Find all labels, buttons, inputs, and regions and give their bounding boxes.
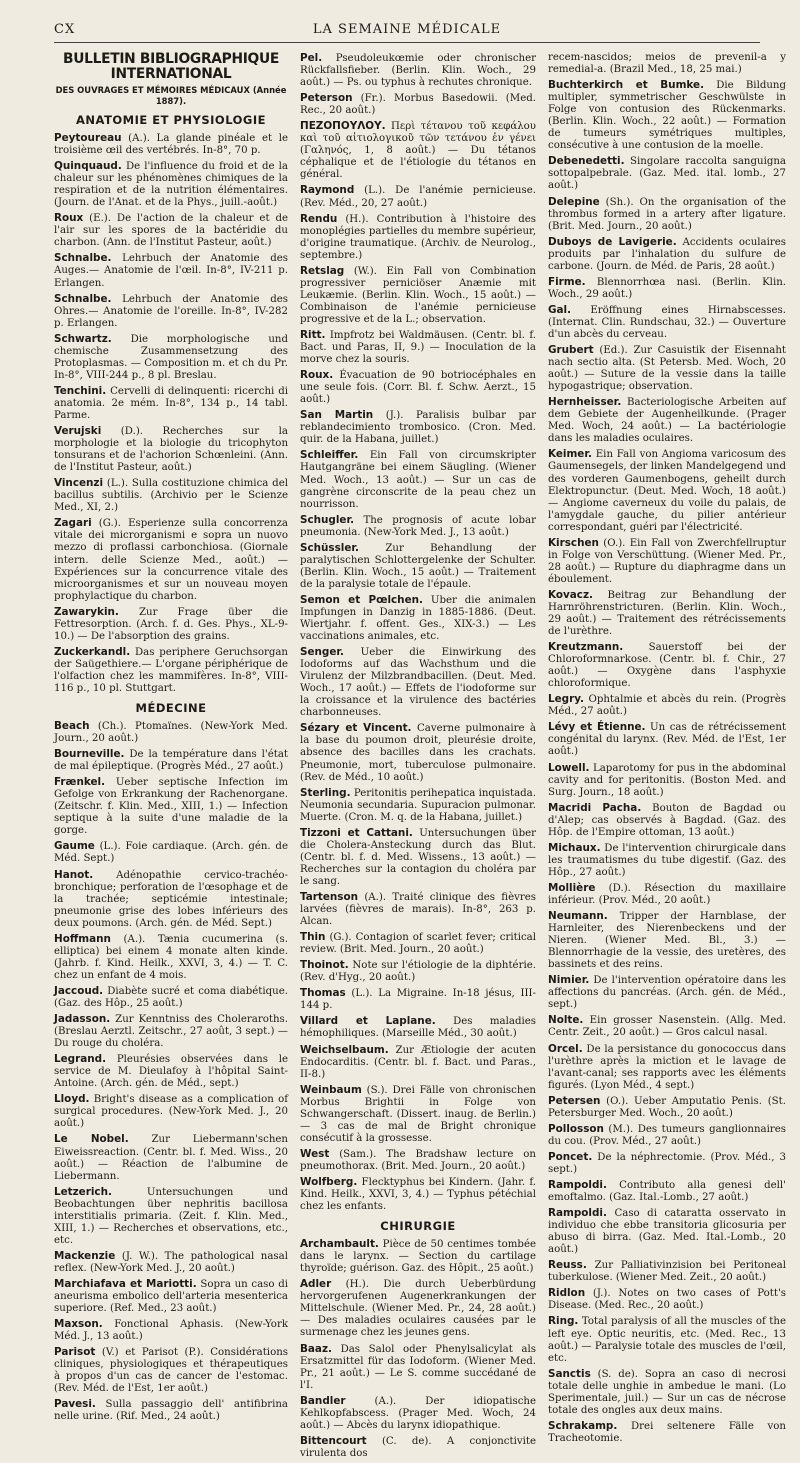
entry-author: Tartenson xyxy=(300,891,359,903)
entry-text: (G.). Contagion of scarlet fever; critical review. (Brit. Med. Journ., 20 août.) xyxy=(300,932,536,956)
entry-text: Total paralysis of all the muscles of the left eye. Optic neuritis, etc. (Med. Rec., 13 août.) — Paralysie totale des muscles de l'œil, etc. xyxy=(548,1316,786,1364)
bibliography-entry xyxy=(548,1259,786,1284)
entry-author: Lloyd. xyxy=(54,1093,90,1106)
page-number: CX xyxy=(54,22,76,37)
entry-author: Legry. xyxy=(548,693,584,706)
entry-author: Schwartz. xyxy=(54,332,112,345)
entry-text: (L.). La Migraine. In-18 jésus, III-144 p. xyxy=(300,988,536,1012)
bibliography-entry xyxy=(300,1084,536,1145)
entry-text: (S. de). Sopra an caso di necrosi totale delle unghie in ambedue le mani. (Lo Sperimentale, juil.) — Sur un cas de nécrose totale des ongles aux deux mains. xyxy=(548,1368,786,1416)
entry-text: Fonctional Aphasis. (New-York Méd. J., 13 août.) xyxy=(54,1319,288,1343)
section-heading-chirurgie: CHIRURGIE xyxy=(380,1219,456,1234)
bibliography-entry xyxy=(548,589,786,638)
bibliography-entry xyxy=(548,1151,786,1176)
entry-text: (H.). Contribution à l'histoire des monoplégies partielles du membre supérieur, d'origine traumatique. (Archiv. de Neurolog., septembre.) xyxy=(300,213,536,261)
entry-text: Ein grosser Nasenstein. (Allg. Med. Centr. Zeit., 20 août.) — Gros calcul nasal. xyxy=(548,1015,786,1039)
entry-author: Pel. xyxy=(300,52,323,64)
bibliography-entry xyxy=(548,344,786,393)
bibliography-entry xyxy=(300,369,536,406)
bibliography-entry xyxy=(54,840,288,865)
bibliography-entry xyxy=(548,1095,786,1120)
bibliography-entry xyxy=(54,1250,288,1275)
entry-author: Rampoldi. xyxy=(548,1178,607,1191)
entry-text: De l'influence du froid et de la chaleur sur les phénomènes chimiques de la respiration et de la nutrition élémentaires. (Journ. de l'Anat. et de la Phys., juill.-août.) xyxy=(54,161,288,209)
bibliography-entry xyxy=(300,1238,536,1275)
entry-text: Pleurésies observées dans le service de M. Dieulafoy à l'hôpital Saint-Antoine. (Arch. gén. de Méd., sept.) xyxy=(54,1054,288,1090)
bibliography-entry xyxy=(300,931,536,956)
entry-author: ΠΕΖΟΠΟΥΛΟΥ. xyxy=(300,120,386,133)
entry-author: Thomas xyxy=(300,987,346,1000)
entry-text: De la température dans l'état de mal épileptique. (Progrès Méd., 27 août.) xyxy=(54,749,288,773)
entry-text: Beitrag zur Behandlung der Harnröhrenstricturen. (Berlin. Klin. Woch., 29 août.) — Traitement des rétrécissements de l'urèthre. xyxy=(548,589,786,638)
entry-text: Περὶ τέτανου τοῦ κεφάλου καὶ τοῦ αἰτιολογικοῦ τῶν τετάνου ἐν γένει (Γαληνός, 1, 8 août.) — Du tétanos céphalique et de l'étiologie du tétanos en général. xyxy=(300,121,536,181)
entry-text: Évacuation de 90 botriocéphales en une seule fois. (Corr. Bl. f. Schw. Aerzt., 15 août.) xyxy=(300,370,536,406)
entry-author: Hoffmann xyxy=(54,932,111,945)
entry-author: Bittencourt xyxy=(300,1434,367,1447)
entry-text: Blennorrhœa nasi. (Berlin. Klin. Woch., 29 août.) xyxy=(548,276,787,300)
bibliography-entry xyxy=(548,1420,786,1445)
entry-author: Letzerich. xyxy=(54,1185,112,1198)
entry-author: Duboys de Lavigerie. xyxy=(548,235,677,248)
bibliography-entry xyxy=(54,1093,288,1130)
entry-author: Ritt. xyxy=(300,328,326,341)
bibliography-entry xyxy=(548,448,786,533)
bibliography-entry xyxy=(54,132,288,157)
entry-text: Die morphologische und chemische Zusammensetzung des Protoplasmas. — Composition m. et ch du Pr. In-8°, VIII-244 p., 8 pl. Breslau. xyxy=(54,333,288,381)
bibliography-entry xyxy=(300,329,536,366)
entry-author: Petersen xyxy=(548,1094,601,1107)
entry-author: Raymond xyxy=(300,184,355,197)
entry-author: Schüssler. xyxy=(300,541,360,554)
entry-author: Adler xyxy=(300,1278,332,1291)
entry-text: (G.). Esperienze sulla concorrenza vitale dei microrganismi e sopra un nuovo mezzo di proflassi carbonchiosa. (Giornale intern. delle Scienze Med., août.) — Expériences sur la concurrence vitale des microorganismes et sur un nouveau moyen prophylactique du charbon. xyxy=(54,518,288,602)
bibliography-entry xyxy=(300,1435,536,1460)
bibliography-entry xyxy=(54,477,288,514)
bibliography-entry xyxy=(54,606,288,643)
bibliography-entry xyxy=(548,641,786,690)
entry-text: (C. de). A conjonctivite virulenta dos xyxy=(300,1435,536,1459)
entry-text: De la persistance du gonococcus dans l'urèthre après la miction et le lavage de l'avant-canal; ses rapports avec les éléments figurés. (Lyon Méd., 4 sept.) xyxy=(548,1043,786,1091)
entry-text: Impfrotz bei Waldmäusen. (Centr. bl. f. Bact. und Paras, II, 9.) — Inoculation de la morve chez la souris. xyxy=(300,329,536,366)
bibliography-entry xyxy=(300,646,536,719)
entry-author: San Martin xyxy=(300,409,374,422)
entry-author: Weichselbaum. xyxy=(300,1043,389,1056)
entry-author: Archambault. xyxy=(300,1238,379,1251)
bibliography-entry xyxy=(54,1318,288,1343)
entry-author: Schleiffer. xyxy=(300,449,359,462)
bibliography-entry xyxy=(54,869,288,930)
entry-author: Keimer. xyxy=(548,448,592,461)
entry-list-medecine-col1 xyxy=(54,720,288,1423)
entry-author: Michaux. xyxy=(548,841,601,854)
entry-author: Maxson. xyxy=(54,1318,103,1331)
bibliography-entry xyxy=(54,1053,288,1090)
entry-author: Orcel. xyxy=(548,1042,583,1055)
bibliography-entry xyxy=(300,52,536,89)
bibliography-entry xyxy=(300,409,536,446)
entry-author: Thoinot. xyxy=(300,959,349,972)
entry-text: (Sh.). On the organisation of the thrombus formed in a artery after ligature. (Brit. Med. Journ., 20 août.) xyxy=(548,196,786,232)
entry-author: Schnalbe. xyxy=(54,252,112,265)
entry-author: Sterling. xyxy=(300,786,351,799)
entry-author: Jadasson. xyxy=(54,1013,111,1026)
entry-author: Roux xyxy=(54,212,84,225)
bibliography-entry xyxy=(300,1148,536,1173)
entry-author: Hernheisser. xyxy=(548,396,622,409)
entry-text: Lehrbuch der Anatomie des Ohres.— Anatomie de l'oreille. In-8°, IV-282 p. Erlangen. xyxy=(54,293,288,329)
bibliography-entry xyxy=(54,333,288,382)
entry-author: Grubert xyxy=(548,344,594,357)
entry-text: Bright's disease as a complication of surgical procedures. (New-York Med. J., 20 août.) xyxy=(54,1094,288,1130)
entry-text: Die Bildung multipler, symmetrischer Geschwülste in Folge von contusion des Rückenmarks. (Berlin. Klin. Woch., 22 août.) — Formation de tumeurs symétriques multiples, consécutive à une contusion de la moelle. xyxy=(548,80,786,152)
entry-author: Kreutzmann. xyxy=(548,641,624,654)
entry-text: Zur Palliativinzision bei Peritoneal tuberkulose. (Wiener Med. Zeit., 20 août.) xyxy=(548,1260,786,1284)
column-1 xyxy=(54,52,288,1427)
bibliography-entry xyxy=(54,1278,288,1315)
bibliography-entry xyxy=(548,802,786,839)
entry-text: Laparotomy for pus in the abdominal cavity and for peritonitis. (Boston Med. and Surg. Journ., 18 août.) xyxy=(548,762,786,798)
bulletin-subtitle: DES OUVRAGES ET MÉMOIRES MÉDICAUX (Année 1887). xyxy=(55,85,287,106)
entry-author: Nimier. xyxy=(548,974,590,987)
bibliography-entry xyxy=(548,155,786,192)
entry-text: Bacteriologische Arbeiten auf dem Gebiete der Augenheilkunde. (Prager Med. Woch, 24 août.) — La bactériologie dans les maladies oculaires. xyxy=(548,397,786,445)
bibliography-entry xyxy=(300,722,536,783)
entry-list-anatomie xyxy=(54,132,288,695)
entry-author: Sézary et Vincent. xyxy=(300,722,412,735)
entry-text: Drei seltenere Fälle von Tracheotomie. xyxy=(548,1420,786,1444)
entry-text: Sopra un caso di aneurisma embolico dell'arteria mesenterica superiore. (Ref. Med., 23 août.) xyxy=(54,1278,288,1315)
bibliography-entry xyxy=(54,1133,288,1182)
bibliography-entry xyxy=(300,120,536,181)
entry-text: (D.). Recherches sur la morphologie et la biologie du tricophyton tonsurans et de l'achorion Schœnleini. (Ann. de l'Institut Pasteur, août.) xyxy=(54,426,288,474)
entry-text: Flecktyphus bei Kindern. (Jahr. f. Kind. Heilk., XXVI, 3, 4.) — Typhus pétéchial chez les enfants. xyxy=(300,1176,536,1213)
bibliography-entry xyxy=(548,1207,786,1256)
bibliography-entry xyxy=(54,1346,288,1395)
entry-text: Lehrbuch der Anatomie des Auges.— Anatomie de l'œil. In-8°, IV-211 p. Erlangen. xyxy=(54,253,288,289)
entry-text: (L.). Foie cardiaque. (Arch. gén. de Méd. Sept.) xyxy=(54,841,288,865)
entry-author: Lowell. xyxy=(548,761,590,774)
bibliography-entry xyxy=(54,425,288,474)
entry-author: Mollière xyxy=(548,881,596,894)
entry-text: Contributo alla genesi dell' emoftalmo. (Gaz. Ital.-Lomb., 27 août.) xyxy=(548,1179,786,1204)
entry-text: (L.). De l'anémie pernicieuse. (Rev. Méd., 20, 27 août.) xyxy=(300,185,536,209)
bibliography-entry xyxy=(548,721,786,758)
bibliography-entry xyxy=(548,196,786,233)
bibliography-entry xyxy=(54,748,288,773)
bibliography-entry xyxy=(548,1123,786,1148)
entry-text: De l'intervention opératoire dans les affections du pancréas. (Arch. gén. de Méd., sept.) xyxy=(548,975,786,1011)
entry-author: Macridi Pacha. xyxy=(548,801,642,814)
bibliography-entry xyxy=(548,1043,786,1092)
bibliography-entry xyxy=(300,184,536,209)
entry-text: Ein Fall von circumskripter Hautgangräne bei einem Säugling. (Wiener Med. Woch., 13 août.) — Sur un cas de gangrène circonscrite de la peau chez un nourrisson. xyxy=(300,450,536,510)
entry-text: (A.). Traité clinique des fièvres larvées (fièvres de marais). In-8°, 263 p. Alcan. xyxy=(300,892,536,928)
entry-text: Zur Frage über die Fettresorption. (Arch. f. d. Ges. Phys., XL-9-10.) — De l'absorption des grains. xyxy=(54,606,289,642)
entry-author: Le Nobel. xyxy=(54,1133,129,1146)
entry-author: Marchiafava et Mariotti. xyxy=(54,1277,197,1290)
entry-text: The prognosis of acute lobar pneumonia. (New-York Med. J., 13 août.) xyxy=(300,514,536,538)
bibliography-entry xyxy=(54,933,288,982)
bibliography-entry xyxy=(300,1278,536,1339)
entry-text: Untersuchungen über die Cholera-Ansteckung durch das Blut. (Centr. bl. f. d. Med. Wissens., 13 août.) — Recherches sur la contagion du choléra par le sang. xyxy=(300,827,536,887)
entry-text: (J.). Paralisis bulbar par reblandecimiento trombosico. (Cron. Med. quir. de la Habana, juillet.) xyxy=(300,410,536,446)
entry-text: Note sur l'étiologie de la diphtérie. (Rev. d'Hyg., 20 août.) xyxy=(300,960,536,984)
entry-text: (D.). Résection du maxillaire inférieur. (Prov. Méd., 20 août.) xyxy=(548,882,786,906)
entry-author: Firme. xyxy=(548,275,586,288)
bibliography-entry xyxy=(548,842,786,879)
entry-text: (M.). Des tumeurs ganglionnaires du cou. (Prov. Méd., 27 août.) xyxy=(548,1123,786,1147)
entry-author: Bourneville. xyxy=(54,748,125,761)
entry-author: Schrakamp. xyxy=(548,1419,618,1432)
entry-author: Schugler. xyxy=(300,513,355,526)
entry-author: Peytoureau xyxy=(54,132,122,144)
bibliography-entry xyxy=(54,160,288,209)
entry-text: (A.). Tænia cucumerina (s. elliptica) bei einem 4 monate alten kinde. (Jahrb. f. Kind. Heilk., XXVI, 3, 4.) — T. C. chez un enfant de 4 mois. xyxy=(54,933,288,981)
entry-author: Quinquaud. xyxy=(54,160,122,173)
bibliography-entry xyxy=(548,1368,786,1417)
entry-text: Zur Liebermann'schen Eiweissreaction. (Centr. bl. f. Med. Wiss., 20 août.) — Réaction de l'albumine de Liebermann. xyxy=(54,1134,288,1182)
entry-text: Zur Ætiologie der acuten Endocarditis. (Centr. bl. f. Bact. und Paras., II-8.) xyxy=(300,1044,536,1080)
entry-text: (W.). Ein Fall von Combination progressiver perniciöser Anæmie mit Leukæmie. (Berlin. Klin. Woch., 15 août.) — Combinaison de l'anémie pernicieuse progressive et de la L.; observation. xyxy=(300,265,536,325)
entry-text: Caso di cataratta osservato in individuo che ebbe transitoria glicosuria per abuso di birra. (Gaz. Med. Ital.-Lomb., 20 août.) xyxy=(548,1208,786,1256)
bibliography-entry xyxy=(300,514,536,539)
entry-text: (S.). Drei Fälle von chronischen Morbus Brightii in Folge von Schwangerschaft. (Dissert. inaug. de Berlin.) — 3 cas de mal de Bright chronique consécutif à la grossesse. xyxy=(300,1084,536,1144)
bibliography-entry xyxy=(300,827,536,888)
entry-text: Sulla passaggio dell' antifibrina nelle urine. (Rif. Med., 24 août.) xyxy=(54,1399,288,1423)
entry-text: (E.). De l'action de la chaleur et de l'air sur les spores de la bactéridie du charbon. (Ann. de l'Institut Pasteur, août.) xyxy=(54,213,288,249)
entry-text: Ueber die Einwirkung des Iodoforms auf das Wachsthum und die Virulenz der Milzbrandbacillen. (Deut. Med. Woch., 17 août.) — Effets de l'iodoforme sur la croissance et la virulence des bactéries charbonneuses. xyxy=(300,647,536,719)
bibliography-entry xyxy=(300,1015,536,1040)
bibliography-entry xyxy=(548,537,786,586)
section-heading-anatomie: ANATOMIE ET PHYSIOLOGIE xyxy=(76,113,266,127)
entry-text: Caverne pulmonaire à la base du poumon droit, pleurésie droite, absence des bacilles dans les crachats. Pneumonie, mort, tuberculose pulmonaire. (Rev. de Méd., 10 août.) xyxy=(300,723,537,783)
entry-text: (A.). La glande pinéale et le troisième œil des vertébrés. In-8°, 70 p. xyxy=(54,133,288,157)
entry-author: Rampoldi. xyxy=(548,1207,607,1220)
entry-author: Frænkel. xyxy=(54,776,106,789)
entry-text: (O.). Ein Fall von Zwerchfellruptur in Folge von Verschüttung. (Wiener Med. Pr., 28 août.) — Rupture du diaphragme dans un éboulement. xyxy=(548,537,786,585)
entry-text: Untersuchungen und Beobachtungen über nephritis bacillosa interstitialis primaria. (Zeit. f. Klin. Med., XIII, 1.) — Recherches et observations, etc., etc. xyxy=(54,1186,288,1246)
entry-text: Cervelli di delinquenti: ricerchi di anatomia. 2e mém. In-8°, 134 p., 14 tabl. Parme. xyxy=(54,385,288,421)
entry-author: Tizzoni et Cattani. xyxy=(300,826,413,839)
entry-author: Weinbaum xyxy=(300,1083,362,1096)
bibliography-entry xyxy=(300,594,536,643)
bibliography-entry xyxy=(548,1287,786,1312)
entry-text: (V.) et Parisot (P.). Considérations cliniques, physiologiques et thérapeutiques à propos d'un cas de cancer de l'estomac. (Rev. Méd. de l'Est, 1er août.) xyxy=(54,1347,288,1395)
entry-author: Buchterkirch et Bumke. xyxy=(548,79,705,92)
bibliography-entry xyxy=(300,449,536,510)
bibliography-entry xyxy=(54,776,288,837)
entry-text: (A.). Der idiopatische Kehlkopfabscess. (Prager Med. Woch, 24 août.) — Abcès du larynx idiopathique. xyxy=(300,1395,536,1431)
bibliography-entry xyxy=(548,276,786,301)
entry-text: Tripper der Harnblase, der Harnleiter, des Nierenbeckens und der Nieren. (Wiener Med. Bl., 3.) — Blennorrhagie de la vessie, des uretères, des bassinets et des reins. xyxy=(548,911,786,971)
entry-text: Zur Behandlung der paralytischen Schlottergelenke der Schulter. (Berlin. Klin. Woch., 15 août.) — Traitement de la paralysie totale de l'épaule. xyxy=(300,542,536,590)
bibliography-entry xyxy=(300,265,536,326)
entry-author: Kovacz. xyxy=(548,588,593,601)
entry-text: Pièce de 50 centimes tombée dans le larynx. — Section du cartilage thyroïde; guérison. Gaz. des Hôpit., 25 août.) xyxy=(300,1239,537,1275)
entry-author: Sanctis xyxy=(548,1367,591,1380)
entry-text: Ein Fall von Angioma varicosum des Gaumensegels, der linken Mandelgegend und des vorderen Gaumenbogens, geheilt durch Elektropunctur. (Deut. Med. Woch, 18 août.) — Angiome caverneux du voile du palais, de l'amygdale gauche, du pilier antérieur correspondant, guéri par l'électricité. xyxy=(548,449,786,533)
entry-author: Retslag xyxy=(300,264,345,277)
entry-text: Peritonitis perihepatica inquistada. Neumonia secundaria. Supuracion pulmonar. Muerte. (Cron. M. q. de la Habana, juillet.) xyxy=(300,787,536,823)
entry-text: Un cas de rétrécissement congénital du larynx. (Rev. Méd. de l'Est, 1er août.) xyxy=(548,722,786,758)
entry-text: Diabète sucré et coma diabétique. (Gaz. des Hôp., 25 août.) xyxy=(54,985,288,1009)
bibliography-entry xyxy=(300,92,536,117)
bibliography-entry xyxy=(300,891,536,928)
entry-text: (H.). Die durch Ueberbürdung hervorgerufenen Augenerkrankungen der Mittelschule. (Wiener Med. Pr., 24, 28 août.) — Des maladies oculaires causées par le surmenage chez les jeunes gens. xyxy=(300,1279,536,1339)
entry-list-chirurgie-col3 xyxy=(548,52,786,1445)
bibliography-entry xyxy=(54,293,288,330)
entry-author: Vincenzi xyxy=(54,477,104,490)
entry-text: (Fr.). Morbus Basedowii. (Med. Rec., 20 août.) xyxy=(300,93,536,117)
entry-text: Eröffnung eines Hirnabscesses. (Internat. Clin. Rundschau, 32.) — Ouverture d'un abcès du cerveau. xyxy=(548,304,786,340)
entry-text: Sauerstoff bei der Chloroformnarkose. (Centr. bl. f. Chir., 27 août.) — Oxygène dans l'asphyxie chloroformique. xyxy=(548,642,786,690)
bibliography-entry xyxy=(548,52,786,76)
entry-author: Gaume xyxy=(54,840,95,853)
entry-author: Bandler xyxy=(300,1394,346,1407)
entry-author: Beach xyxy=(54,720,90,733)
bibliography-entry xyxy=(54,720,288,745)
entry-author: Pavesi. xyxy=(54,1398,96,1411)
bibliography-entry xyxy=(300,1044,536,1081)
bibliography-entry xyxy=(54,517,288,602)
entry-author: Poncet. xyxy=(548,1150,593,1163)
entry-author: Semon et Pœlchen. xyxy=(300,593,423,606)
entry-author: Kirschen xyxy=(548,536,599,549)
entry-author: Verujski xyxy=(54,425,102,438)
bibliography-entry xyxy=(54,1186,288,1247)
entry-text: Bouton de Bagdad ou d'Alep; cas observés à Bagdad. (Gaz. des Hôp. de l'Empire ottoman, 13 août.) xyxy=(548,802,786,838)
entry-text: (J.). Notes on two cases of Pott's Disease. (Med. Rec., 20 août.) xyxy=(548,1288,786,1312)
entry-author: Rendu xyxy=(300,212,338,225)
bibliography-entry xyxy=(548,910,786,971)
entry-author: Roux. xyxy=(300,369,334,382)
entry-text: Das Salol oder Phenylsalicylat als Ersatzmittel für das Iodoform. (Wiener Med. Pr., 21 août.) — Le S. comme succédané de l'I. xyxy=(300,1343,536,1391)
entry-author: Thin xyxy=(300,931,326,944)
bibliography-entry xyxy=(548,396,786,445)
bibliography-entry xyxy=(54,385,288,422)
bibliography-entry xyxy=(548,693,786,718)
bibliography-entry xyxy=(548,1014,786,1039)
entry-author: Ring. xyxy=(548,1315,579,1328)
entry-text: Uber die animalen Impfungen in Danzig in 1885-1886. (Deut. Wiertjahr. f. offent. Ges., XIX-3.) — Les vaccinations animales, etc. xyxy=(300,594,536,643)
entry-author: Schnalbe. xyxy=(54,292,112,305)
bibliography-entry xyxy=(548,974,786,1011)
entry-author: Tenchini. xyxy=(54,384,107,397)
entry-text: (L.). Sulla costituzione chimica del bacillus subtilis. (Archivio per le Scienze Med., XI, 2.) xyxy=(54,478,288,514)
section-heading-medecine: MÉDECINE xyxy=(135,701,207,716)
entry-text: (Sam.). The Bradshaw lecture on pneumothorax. (Brit. Med. Journ., 20 août.) xyxy=(300,1148,536,1172)
entry-author: Legrand. xyxy=(54,1053,107,1066)
entry-text: (Ed.). Zur Casuistik der Eisennaht nach sectio alta. (St Petersb. Med. Woch, 20 août.) — Suture de la vessie dans la taille hypogastrique; observation. xyxy=(548,345,786,393)
bibliography-entry xyxy=(54,985,288,1010)
column-3 xyxy=(548,52,786,1448)
bibliography-entry xyxy=(54,646,288,695)
bulletin-title: BULLETIN BIBLIOGRAPHIQUE INTERNATIONAL xyxy=(62,51,280,82)
entry-author: Zawarykin. xyxy=(54,605,119,618)
entry-author: Ridlon xyxy=(548,1287,586,1300)
entry-author: Parisot xyxy=(54,1346,96,1359)
entry-text: Accidents oculaires produits par l'inhalation du sulfure de carbone. (Journ. de Méd. de Paris, 28 août.) xyxy=(548,236,786,272)
entry-author: Senger. xyxy=(300,646,345,659)
bibliography-entry xyxy=(300,787,536,824)
entry-author: Zuckerkandl. xyxy=(54,645,131,658)
bibliography-entry xyxy=(548,304,786,341)
bibliography-entry xyxy=(300,959,536,984)
entry-author: West xyxy=(300,1147,330,1160)
entry-text: Ophtalmie et abcès du rein. (Progrès Méd., 27 août.) xyxy=(548,694,786,718)
entry-author: Delepine xyxy=(548,195,600,208)
bibliography-entry xyxy=(300,213,536,262)
entry-text: (O.). Ueber Amputatio Penis. (St. Petersburger Med. Woch., 20 août.) xyxy=(548,1095,786,1119)
entry-text: Pseudoleukœmie oder chronischer Rückfallsfieber. (Berlin. Klin. Woch., 29 août.) — Ps. ou typhus à rechutes chronique. xyxy=(300,53,536,89)
entry-author: Villard et Laplane. xyxy=(300,1015,436,1028)
bibliography-entry xyxy=(54,1013,288,1050)
entry-author: Hanot. xyxy=(54,868,94,881)
entry-author: Gal. xyxy=(548,303,572,316)
entry-text: Singolare raccolta sanguigna sottopalpebrale. (Gaz. Med. ital. lomb., 27 août.) xyxy=(548,156,786,192)
entry-author: Neumann. xyxy=(548,910,608,923)
entry-author: Lévy et Étienne. xyxy=(548,721,646,734)
bibliography-entry xyxy=(548,882,786,907)
bibliography-entry xyxy=(548,762,786,799)
entry-text: Ueber septische Infection im Gefolge von Erkrankung der Rachenorgane. (Zeitschr. f. Klin. Med., XIII, 1.) — Infection septique à la suite d'une maladie de la gorge. xyxy=(54,777,288,837)
entry-text: (J. W.). The pathological nasal reflex. (New-York Med. J., 20 août.) xyxy=(54,1250,288,1274)
entry-author: Baaz. xyxy=(300,1342,332,1355)
entry-author: Nolte. xyxy=(548,1014,584,1027)
entry-author: Wolfberg. xyxy=(300,1175,358,1188)
entry-list-medecine-col2 xyxy=(300,52,536,1213)
entry-author: Reuss. xyxy=(548,1259,587,1272)
bibliography-entry xyxy=(54,212,288,249)
entry-author: Debenedetti. xyxy=(548,155,625,168)
bibliography-entry xyxy=(54,1398,288,1423)
bibliography-entry xyxy=(300,987,536,1012)
entry-list-chirurgie-col2 xyxy=(300,1238,536,1460)
entry-text: Adénopathie cervico-trachéo-bronchique; perforation de l'œsophage et de la trachée; septicémie intestinale; pneumonie grise des lobes inférieurs des deux poumons. (Arch. gén. de Méd. Sept.) xyxy=(54,869,288,929)
entry-text: Zur Kenntniss des Choleraroths. (Breslau Aerztl. Zeitschr., 27 août, 3 sept.) — Du rouge du choléra. xyxy=(54,1014,288,1050)
entry-author: Jaccoud. xyxy=(54,984,104,997)
entry-author: Mackenzie xyxy=(54,1249,116,1262)
bibliography-entry xyxy=(300,1176,536,1213)
bibliography-entry xyxy=(548,1179,786,1204)
bibliography-entry xyxy=(54,252,288,289)
journal-title: LA SEMAINE MÉDICALE xyxy=(312,22,502,37)
page-header xyxy=(54,18,760,43)
entry-text: De la néphrectomie. (Prov. Méd., 3 sept.) xyxy=(548,1151,786,1175)
entry-text: Des maladies hémophiliques. (Marseille Méd., 30 août.) xyxy=(300,1016,537,1040)
bibliography-entry xyxy=(548,236,786,273)
entry-text: De l'intervention chirurgicale dans les traumatismes du tube digestif. (Gaz. des Hôp., 27 août.) xyxy=(548,842,787,878)
entry-author: Pollosson xyxy=(548,1122,604,1135)
bibliography-entry xyxy=(300,1343,536,1392)
entry-text: (Ch.). Ptomaïnes. (New-York Med. Journ., 20 août.) xyxy=(54,721,288,745)
bibliography-entry xyxy=(300,542,536,591)
entry-text: Das periphere Geruchsorgan der Saügethiere.— L'organe périphérique de l'olfaction chez les mammifères. In-8°, VIII-116 p., 10 pl. Stuttgart. xyxy=(54,646,288,694)
entry-author: Peterson xyxy=(300,92,353,105)
bibliography-entry xyxy=(300,1395,536,1432)
bibliography-entry xyxy=(548,1315,786,1364)
entry-text: recem-nascidos; meios de prevenil-a y remedial-a. (Brazil Med., 18, 25 mai.) xyxy=(548,52,786,76)
bibliography-entry xyxy=(548,79,786,152)
column-2 xyxy=(300,52,536,1463)
entry-author: Zagari xyxy=(54,517,92,530)
